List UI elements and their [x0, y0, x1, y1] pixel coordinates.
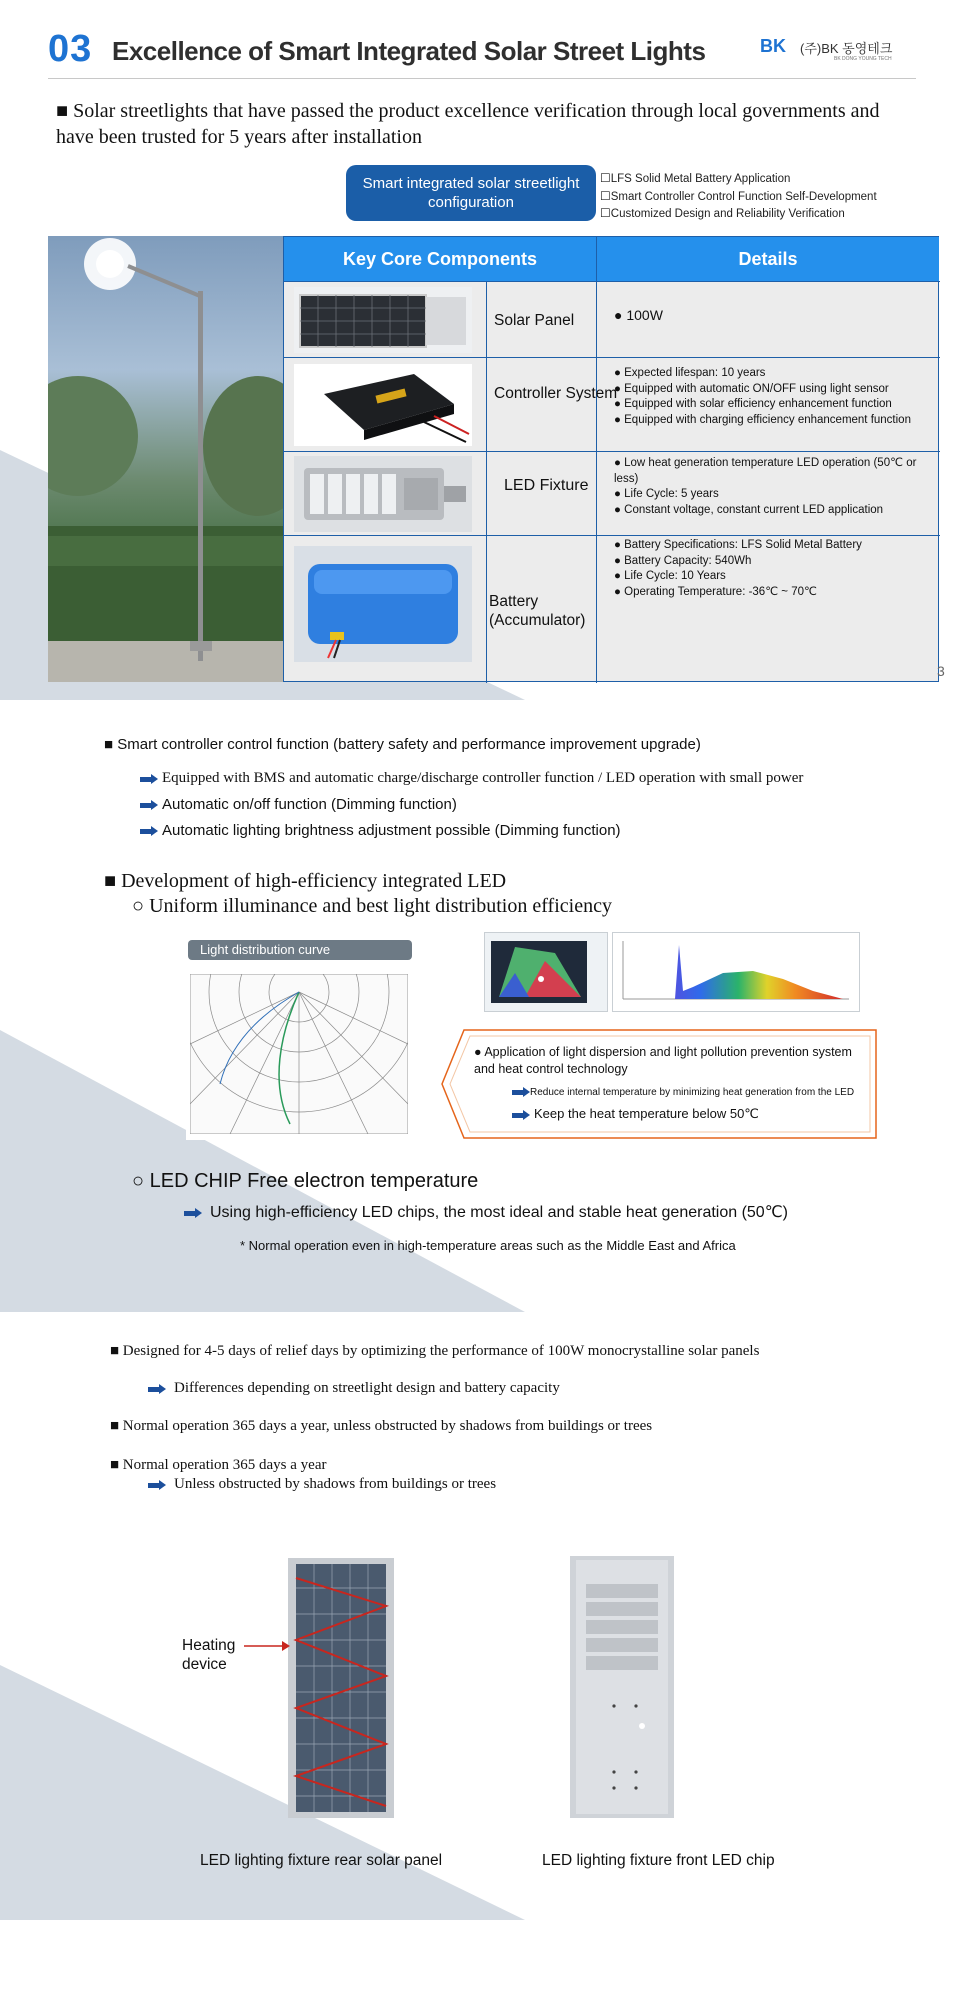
callout-sub [512, 1087, 854, 1098]
logo-korean: (주)BK 동영테크 [800, 41, 893, 56]
spectrum-icon [613, 933, 859, 1011]
design-p1: ■ Designed for 4-5 days of relief days by optimizing the performance of 100W monocrystalline solar panels [110, 1343, 760, 1359]
design-p3: ■ Normal operation 365 days a year [110, 1457, 327, 1473]
component-details [614, 538, 934, 600]
table-row [284, 535, 940, 683]
led-fixture-icon [294, 456, 472, 532]
detail-line: ● Battery Specifications: LFS Solid Metal Battery [614, 539, 862, 551]
detail-line: ● Constant voltage, constant current LED application [614, 503, 884, 516]
item-text: Automatic lighting brightness adjustment possible (Dimming function) [162, 822, 621, 839]
streetlight-illustration [48, 236, 283, 682]
smart-controller-item [140, 770, 803, 787]
detail-line: ● Battery Capacity: 540Wh [614, 554, 752, 567]
component-details [614, 366, 934, 428]
component-name: LED Fixture [504, 477, 589, 494]
detail-line: ● Low heat generation temperature LED operation (50℃ or less) [614, 457, 917, 485]
item-text: Automatic on/off function (Dimming function) [162, 796, 457, 813]
component-name: Battery (Accumulator) [489, 593, 586, 629]
front-led-chip-icon [568, 1556, 676, 1818]
component-details [614, 308, 934, 324]
chromaticity-icon [485, 933, 607, 1011]
components-table [283, 236, 939, 682]
check-item: ☐ Smart Controller Control Function Self-Development [600, 188, 877, 206]
rear-solar-panel-image [288, 1558, 394, 1818]
chip-heading: ○ LED CHIP Free electron temperature [132, 1170, 479, 1192]
solar-panel-icon [294, 287, 472, 353]
chromaticity-diagram [484, 932, 608, 1012]
detail-line: ● Equipped with charging efficiency enhancement function [614, 413, 911, 426]
arrow-icon [148, 1384, 170, 1394]
chip-line-text: Using high-efficiency LED chips, the most ideal and stable heat generation (50℃) [210, 1204, 788, 1221]
ldc-title: Light distribution curve [188, 940, 412, 960]
intro-text: ■ Solar streetlights that have passed the product excellence verification through local governments and have been trusted for 5 years after installation [56, 100, 880, 148]
heat-control-callout [440, 1028, 878, 1140]
arrow-icon [184, 1208, 206, 1218]
light-distribution-figure [186, 940, 412, 1140]
detail-line: ● Equipped with solar efficiency enhancement function [614, 398, 892, 410]
arrow-icon [140, 800, 158, 810]
col-header-details: Details [597, 237, 939, 281]
callout-sub [512, 1106, 759, 1122]
smart-controller-item [140, 822, 621, 839]
header-divider [48, 78, 916, 79]
pointer-arrow-icon [240, 1636, 290, 1656]
callout-text: ● Application of light dispersion and light pollution prevention system and heat control technology [474, 1045, 852, 1076]
component-name: Solar Panel [494, 312, 575, 329]
detail-line: ● Operating Temperature: -36℃ ~ 70℃ [614, 585, 817, 598]
company-logo [760, 36, 916, 64]
detail-line: ● Life Cycle: 10 Years [614, 570, 726, 582]
detail-line: ● Expected lifespan: 10 years [614, 367, 766, 379]
design-p1-sub [148, 1380, 560, 1397]
controller-image [294, 364, 472, 446]
logo-brand: BK [760, 36, 786, 56]
table-row [284, 357, 940, 451]
detail-line: ● Life Cycle: 5 years [614, 488, 719, 500]
design-p1-sub-text: Differences depending on streetlight design and battery capacity [174, 1380, 560, 1396]
section-number: 03 [48, 28, 93, 70]
arrow-icon [512, 1087, 526, 1097]
chip-note: * Normal operation even in high-temperature areas such as the Middle East and Africa [240, 1238, 736, 1253]
led-fixture-image [294, 456, 472, 532]
callout-sub-text: Keep the heat temperature below 50℃ [534, 1106, 759, 1121]
chip-line [184, 1202, 788, 1222]
polar-curve-icon [190, 974, 408, 1134]
arrow-icon [512, 1110, 530, 1120]
callout-sub-text: Reduce internal temperature by minimizing heat generation from the LED [530, 1087, 855, 1098]
page-number: 3 [937, 663, 945, 679]
design-p3-sub-text: Unless obstructed by shadows from buildings or trees [174, 1476, 497, 1492]
front-led-chip-image [568, 1556, 676, 1818]
logo-sub: BK DONG YOUNG TECH [834, 56, 892, 62]
col-header-components: Key Core Components [284, 237, 596, 281]
detail-line: ● 100W [614, 307, 663, 323]
rear-solar-panel-icon [288, 1558, 394, 1818]
table-row [284, 451, 940, 535]
spectrum-chart [612, 932, 860, 1012]
configuration-button: Smart integrated solar streetlight configuration [346, 165, 596, 221]
controller-icon [294, 364, 472, 446]
caption-front-led: LED lighting fixture front LED chip [542, 1852, 775, 1869]
config-checklist [600, 170, 877, 223]
arrow-icon [140, 826, 158, 836]
arrow-icon [140, 774, 158, 784]
table-row [284, 281, 940, 357]
streetlight-photo [48, 236, 283, 682]
design-p2: ■ Normal operation 365 days a year, unless obstructed by shadows from buildings or trees [110, 1418, 653, 1434]
smart-controller-heading: ■ Smart controller control function (battery safety and performance improvement upgrade) [104, 736, 701, 753]
led-dev-heading: ■ Development of high-efficiency integrated LED [104, 870, 507, 892]
battery-image [294, 546, 472, 662]
heating-device-label: Heating device [182, 1637, 236, 1673]
led-dev-subheading: ○ Uniform illuminance and best light distribution efficiency [132, 895, 612, 917]
check-item: ☐ Customized Design and Reliability Verification [600, 205, 877, 223]
detail-line: ● Equipped with automatic ON/OFF using light sensor [614, 382, 889, 395]
arrow-icon [148, 1480, 170, 1490]
component-name: Controller System [494, 385, 618, 402]
smart-controller-item [140, 796, 457, 813]
design-p3-sub [148, 1476, 496, 1493]
item-text: Equipped with BMS and automatic charge/discharge controller function / LED operation with small power [162, 770, 804, 786]
check-item: ☐ LFS Solid Metal Battery Application [600, 170, 877, 188]
component-details [614, 456, 934, 518]
caption-rear-panel: LED lighting fixture rear solar panel [200, 1852, 443, 1869]
page-title: Excellence of Smart Integrated Solar Street Lights [112, 36, 706, 66]
solar-panel-image [294, 287, 472, 353]
battery-icon [294, 546, 472, 662]
